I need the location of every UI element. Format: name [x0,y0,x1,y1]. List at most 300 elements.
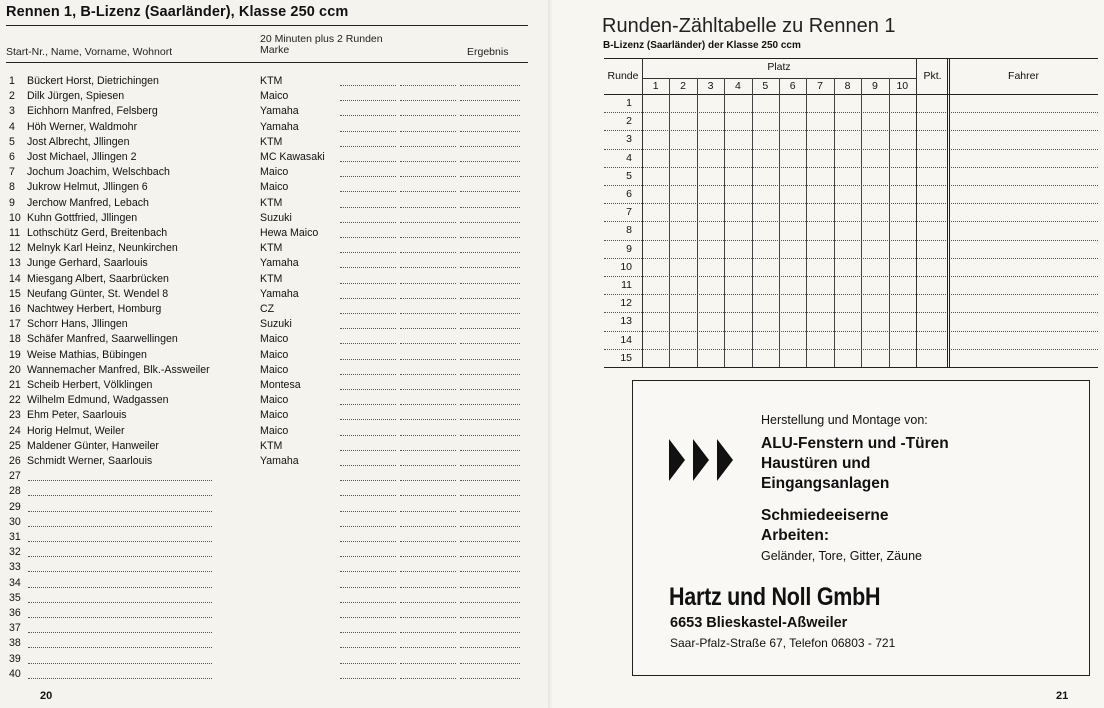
entry-row [0,667,552,681]
entry-number: 31 [9,531,21,543]
entry-brand: Maico [260,424,289,437]
entry-number: 20 [9,363,21,376]
row-rule [604,221,1098,222]
entry-row [0,241,552,255]
entry-number: 28 [9,485,21,498]
entry-name: Maldener Günter, Hanweiler [27,439,159,452]
fahrer-col-rule-b [949,58,950,367]
platz-col-rule [889,78,890,367]
pkt-col-rule [916,58,917,367]
platz-number: 10 [896,80,909,92]
result-line [460,359,520,360]
ad-company-name: Hartz und Noll GmbH [669,583,881,611]
result-line [400,647,456,648]
ad-address: Saar-Pfalz-Straße 67, Telefon 06803 - 721 [670,636,896,650]
result-line [400,419,456,420]
entry-name: Dilk Jürgen, Spiesen [27,90,125,103]
entry-number: 8 [9,181,15,194]
entry-row [0,484,552,498]
result-line [400,541,456,542]
entry-row [0,545,552,559]
entry-row [0,226,552,240]
ad-line-eingang: Eingangsanlagen [761,475,890,492]
result-line [460,617,520,618]
entry-brand: Maico [260,394,289,407]
entry-number: 24 [9,424,21,437]
runde-number: 5 [626,169,632,182]
result-line [460,511,520,512]
entry-number: 33 [9,561,21,574]
entry-number: 9 [9,196,15,209]
runde-number: 13 [620,315,632,328]
ad-line-haustueren: Haustüren und [761,455,871,472]
entry-row [0,621,552,635]
result-line [400,313,456,314]
entry-name: Kuhn Gottfried, Jllingen [27,211,138,224]
row-rule [604,149,1098,150]
lap-table-title: Runden-Zähltabelle zu Rennen 1 [602,15,896,37]
result-line [400,100,456,101]
entry-brand: Maico [260,181,289,194]
result-line [400,252,456,253]
entry-brand: Maico [260,363,289,376]
entry-number: 40 [9,667,21,680]
result-line [460,115,520,116]
result-line [460,632,520,633]
platz-number: 8 [844,80,851,92]
runde-number: 6 [626,188,632,200]
result-line [460,252,520,253]
entry-row [0,211,552,225]
blank-name-line [28,541,212,542]
result-line [460,587,520,588]
entry-brand: Yamaha [260,120,299,133]
result-line [340,404,396,405]
result-line [340,191,396,192]
result-line [400,267,456,268]
platz-number: 5 [762,80,769,92]
result-line [400,480,456,481]
entry-number: 12 [9,242,21,255]
blank-name-line [28,632,212,633]
entry-row [0,393,552,407]
result-line [340,176,396,177]
header-platz: Platz [767,61,791,73]
platz-number: 6 [789,80,796,92]
entry-number: 18 [9,333,21,346]
triple-chevron-icon [669,439,739,481]
result-line [400,146,456,147]
row-rule [604,294,1098,295]
entry-row [0,135,552,149]
platz-col-rule [697,78,698,367]
entry-row [0,180,552,194]
entry-row [0,469,552,483]
entry-name: Schäfer Manfred, Saarwellingen [27,333,178,346]
entry-brand: Maico [260,409,289,422]
row-rule [604,203,1098,204]
entry-row [0,196,552,210]
race-title: Rennen 1, B-Lizenz (Saarländer), Klasse 250 ccm [6,4,349,20]
entry-brand: KTM [260,272,283,285]
platz-col-rule [861,78,862,367]
result-line [340,343,396,344]
entry-row [0,576,552,590]
result-line [340,298,396,299]
entry-number: 23 [9,409,21,422]
result-line [460,85,520,86]
header-start-nr: Start-Nr., Name, Vorname, Wohnort [6,46,173,58]
result-line [340,161,396,162]
header-duration: 20 Minuten plus 2 Runden [260,33,383,45]
entry-name: Scheib Herbert, Völklingen [27,379,153,391]
runde-number: 8 [626,224,632,237]
entry-brand: Hewa Maico [260,227,319,239]
entry-row [0,89,552,103]
result-line [400,389,456,390]
blank-name-line [28,678,212,679]
result-line [460,450,520,451]
result-line [400,617,456,618]
entry-brand: Yamaha [260,257,299,270]
lap-count-table [604,58,1098,368]
row-rule [604,312,1098,313]
blank-name-line [28,571,212,572]
entry-row [0,636,552,650]
entry-row [0,378,552,392]
result-line [400,328,456,329]
runde-number: 9 [626,242,632,255]
entry-name: Jost Albrecht, Jllingen [27,135,130,148]
platz-col-rule [779,78,780,367]
result-line [400,571,456,572]
entry-row [0,560,552,574]
result-line [340,541,396,542]
result-line [340,495,396,496]
entry-number: 4 [9,120,15,133]
advertisement [632,380,1090,676]
entry-brand: KTM [260,439,283,452]
result-line [340,252,396,253]
result-line [340,283,396,284]
result-line [460,191,520,192]
runde-number: 10 [620,260,632,273]
entry-name: Nachtwey Herbert, Homburg [27,303,162,315]
runde-number: 3 [626,133,632,146]
entry-name: Eichhorn Manfred, Felsberg [27,105,158,118]
entry-row [0,256,552,270]
result-line [460,435,520,436]
blank-name-line [28,617,212,618]
entry-number: 38 [9,637,21,650]
entry-number: 36 [9,607,21,619]
entry-row [0,424,552,438]
result-line [400,115,456,116]
platz-number: 4 [734,80,741,92]
row-rule [604,112,1098,113]
result-line [460,556,520,557]
result-line [460,100,520,101]
platz-col-rule [806,78,807,367]
result-line [340,85,396,86]
result-line [340,632,396,633]
entry-row [0,363,552,377]
entry-name: Höh Werner, Waldmohr [27,120,138,133]
runde-number: 11 [621,279,632,291]
result-line [400,678,456,679]
result-line [400,526,456,527]
entry-number: 16 [9,303,21,315]
result-line [340,511,396,512]
entry-number: 14 [9,272,21,285]
result-line [400,131,456,132]
platz-col-rule [752,78,753,367]
result-line [460,602,520,603]
platz-number: 9 [871,80,878,92]
ad-line-alu: ALU-Fenstern und -Türen [761,435,949,452]
blank-name-line [28,526,212,527]
entry-brand: KTM [260,135,283,148]
blank-name-line [28,556,212,557]
result-line [400,283,456,284]
entry-row [0,606,552,620]
row-rule [604,331,1098,332]
entry-name: Wannemacher Manfred, Blk.-Assweiler [27,363,210,376]
entry-number: 13 [9,257,21,270]
entry-row [0,591,552,605]
result-line [340,647,396,648]
result-line [460,678,520,679]
row-rule [604,185,1098,186]
entry-row [0,348,552,362]
blank-name-line [28,511,212,512]
result-line [400,176,456,177]
entry-row [0,500,552,514]
result-line [340,328,396,329]
entry-name: Bückert Horst, Dietrichingen [27,75,159,87]
result-line [460,465,520,466]
result-line [460,283,520,284]
runde-col-rule [642,58,643,367]
entry-brand: Yamaha [260,287,299,300]
result-line [460,389,520,390]
result-line [340,617,396,618]
entry-number: 3 [9,105,15,118]
entry-name: Junge Gerhard, Saarlouis [27,257,148,270]
header-pkt: Pkt. [923,70,942,82]
result-line [460,176,520,177]
entry-name: Melnyk Karl Heinz, Neunkirchen [27,242,178,255]
entry-number: 7 [9,166,15,179]
result-line [460,541,520,542]
entry-brand: Maico [260,348,289,361]
result-line [460,480,520,481]
result-line [460,313,520,314]
result-line [340,100,396,101]
result-line [340,663,396,664]
result-line [460,343,520,344]
platz-col-rule [834,78,835,367]
entry-brand: KTM [260,196,283,209]
result-line [460,571,520,572]
result-line [400,207,456,208]
platz-number: 7 [817,80,823,92]
entry-row [0,150,552,164]
result-line [340,435,396,436]
ad-intro: Herstellung und Montage von: [761,413,928,427]
entry-number: 25 [9,439,21,452]
result-line [400,602,456,603]
result-line [400,343,456,344]
entry-number: 26 [9,455,21,467]
entry-brand: MC Kawasaki [260,151,325,163]
result-line [400,435,456,436]
entry-number: 32 [9,546,21,559]
result-line [400,587,456,588]
result-line [400,404,456,405]
entry-brand: KTM [260,242,283,255]
result-line [340,313,396,314]
blank-name-line [28,663,212,664]
ad-line-gelaender: Geländer, Tore, Gitter, Zäune [761,549,922,563]
result-line [400,556,456,557]
header-ergebnis: Ergebnis [467,46,509,58]
entry-row [0,408,552,422]
entry-brand: CZ [260,303,275,315]
result-line [460,419,520,420]
result-line [400,450,456,451]
entry-row [0,530,552,544]
result-line [400,237,456,238]
result-line [340,207,396,208]
result-line [400,663,456,664]
row-rule [604,349,1098,350]
result-line [340,556,396,557]
entry-name: Horig Helmut, Weiler [27,424,125,437]
page-number-left: 20 [40,690,53,702]
entry-number: 11 [9,227,20,239]
platz-number: 1 [652,80,659,92]
entry-row [0,439,552,453]
entry-row [0,317,552,331]
result-line [400,465,456,466]
result-line [460,298,520,299]
entry-name: Weise Mathias, Bübingen [27,348,147,361]
result-line [340,222,396,223]
result-line [460,526,520,527]
entry-brand: KTM [260,75,283,87]
platz-number: 2 [680,80,686,92]
result-line [460,146,520,147]
result-line [340,465,396,466]
entry-number: 17 [9,318,21,331]
entry-name: Miesgang Albert, Saarbrücken [27,272,169,285]
entry-brand: Maico [260,333,289,346]
ad-line-schmiede: Schmiedeeiserne [761,507,889,524]
entry-row [0,332,552,346]
entry-number: 6 [9,151,15,163]
header-rule [6,62,528,63]
entry-number: 37 [9,622,21,635]
entry-brand: Yamaha [260,455,299,467]
result-line [460,267,520,268]
entry-row [0,104,552,118]
result-line [340,450,396,451]
header-bottom-rule [604,94,1098,95]
result-line [460,207,520,208]
result-line [460,161,520,162]
blank-name-line [28,587,212,588]
entry-row [0,652,552,666]
entry-number: 10 [9,211,21,224]
row-rule [604,258,1098,259]
entry-name: Ehm Peter, Saarlouis [27,409,127,422]
title-rule [6,25,528,26]
result-line [340,602,396,603]
entry-name: Jerchow Manfred, Lebach [27,196,149,209]
right-page [552,0,1104,708]
result-line [460,131,520,132]
entry-number: 22 [9,394,21,407]
result-line [400,191,456,192]
platz-col-rule [724,78,725,367]
entry-brand: Maico [260,166,289,179]
result-line [340,359,396,360]
entry-row [0,515,552,529]
platz-number: 3 [707,80,714,92]
entry-number: 21 [9,379,21,391]
row-rule [604,167,1098,168]
entry-name: Lothschütz Gerd, Breitenbach [27,227,168,239]
entry-row [0,287,552,301]
entry-brand: Suzuki [260,318,292,331]
runde-number: 14 [620,333,632,346]
row-rule [604,276,1098,277]
runde-number: 15 [620,351,632,364]
result-line [340,526,396,527]
entry-number: 39 [9,652,21,665]
entry-row [0,302,552,316]
result-line [460,237,520,238]
header-fahrer: Fahrer [1008,70,1039,82]
entry-row [0,165,552,179]
entry-row [0,272,552,286]
entry-number: 30 [9,515,21,528]
entry-brand: Suzuki [260,211,292,224]
row-rule [604,367,1098,368]
row-rule [604,240,1098,241]
result-line [400,298,456,299]
result-line [400,495,456,496]
result-line [460,222,520,223]
entry-row [0,74,552,88]
entry-row [0,120,552,134]
blank-name-line [28,495,212,496]
entry-name: Jost Michael, Jllingen 2 [27,151,137,163]
blank-name-line [28,480,212,481]
result-line [400,85,456,86]
blank-name-line [28,602,212,603]
entry-number: 19 [9,348,21,361]
lap-table-subtitle: B-Lizenz (Saarländer) der Klasse 250 ccm [603,40,801,51]
result-line [400,161,456,162]
entry-name: Neufang Günter, St. Wendel 8 [27,287,169,300]
fahrer-col-rule-a [947,58,948,367]
result-line [400,374,456,375]
entry-name: Schorr Hans, Jllingen [27,318,128,331]
result-line [340,419,396,420]
row-rule [604,130,1098,131]
